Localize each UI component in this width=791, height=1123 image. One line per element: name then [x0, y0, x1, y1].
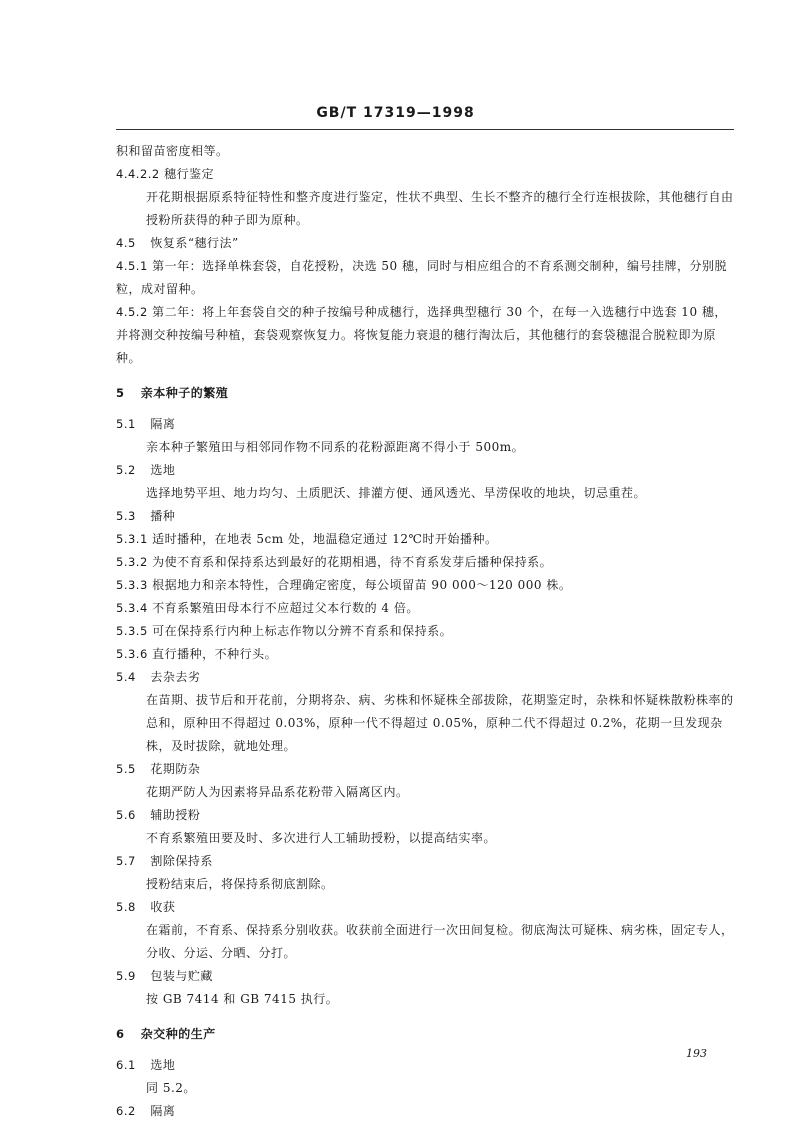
clause-text: 按 GB 7414 和 GB 7415 执行。	[146, 992, 339, 1006]
clause-heading	[116, 459, 736, 482]
clause-text: 恢复系“穗行法”	[150, 236, 239, 250]
clause-text: 去杂去劣	[150, 670, 201, 684]
clause-number: 6.1	[116, 1058, 136, 1072]
clause-number: 5.3.2	[116, 555, 148, 569]
clause-text: 辅助授粉	[150, 808, 201, 822]
clause-text: 播种	[150, 509, 176, 523]
clause-heading	[116, 666, 736, 689]
clause-heading	[116, 1054, 736, 1077]
clause-heading	[116, 232, 736, 255]
clause-number: 6.2	[116, 1104, 136, 1118]
clause-number: 5.8	[116, 900, 136, 914]
clause-text: 收获	[150, 900, 176, 914]
clause-number: 5.3.1	[116, 532, 148, 546]
clause-heading	[116, 1100, 736, 1123]
clause-number: 5.3.4	[116, 601, 148, 615]
numbered-clause	[116, 620, 736, 643]
clause-text: 亲本种子繁殖田与相邻同作物不同系的花粉源距离不得小于 500m。	[146, 440, 525, 454]
clause-number: 5.4	[116, 670, 136, 684]
header-rule	[116, 129, 734, 130]
clause-number: 5.6	[116, 808, 136, 822]
clause-number: 4.5.1	[116, 259, 148, 273]
clause-text: 适时播种，在地表 5cm 处，地温稳定通过 12℃时开始播种。	[152, 532, 498, 546]
clause-text: 开花期根据原系特征特性和整齐度进行鉴定，性状不典型、生长不整齐的穗行全行连根拔除，其他穗行自由授粉所获得的种子即为原种。	[146, 190, 734, 227]
clause-number: 5.3	[116, 509, 136, 523]
clause-heading	[116, 163, 736, 186]
numbered-clause	[116, 643, 736, 666]
clause-text: 隔离	[150, 1104, 176, 1118]
clause-paragraph	[116, 186, 736, 232]
clause-paragraph	[116, 919, 736, 965]
clause-paragraph	[116, 140, 736, 163]
section-heading	[116, 1023, 736, 1046]
clause-text: 可在保持系行内种上标志作物以分辨不育系和保持系。	[152, 624, 453, 638]
clause-text: 花期严防人为因素将异品系花粉带入隔离区内。	[146, 785, 409, 799]
clause-text: 根据地力和亲本特性，合理确定密度，每公顷留苗 90 000～120 000 株。	[152, 578, 572, 592]
clause-number: 4.5	[116, 236, 136, 250]
clause-heading	[116, 896, 736, 919]
section-heading	[116, 382, 736, 405]
clause-text: 包装与贮藏	[150, 969, 213, 983]
clause-number: 5.3.6	[116, 647, 148, 661]
clause-text: 在苗期、拔节后和开花前，分期将杂、病、劣株和怀疑株全部拔除，花期鉴定时，杂株和怀疑株散粉株率的总和，原种田不得超过 0.03%，原种一代不得超过 0.05%，原种二代不得超过 0.2%，花期一旦发现杂株，及时拔除，就地处理。	[146, 693, 734, 753]
clause-number: 5.1	[116, 417, 136, 431]
clause-text: 直行播种，不种行头。	[152, 647, 278, 661]
clause-text: 割除保持系	[150, 854, 213, 868]
numbered-clause	[116, 301, 736, 370]
clause-text: 在霜前，不育系、保持系分别收获。收获前全面进行一次田间复检。彻底淘汰可疑株、病劣株，固定专人，分收、分运、分晒、分打。	[146, 923, 734, 960]
clause-number: 5.5	[116, 762, 136, 776]
clause-text: 第二年：将上年套袋自交的种子按编号种成穗行，选择典型穗行 30 个，在每一入选穗行中选套 10 穗，并将测交种按编号种植，套袋观察恢复力。将恢复能力衰退的穗行淘汰后，其他穗行的套袋穗混合脱粒即为原种。	[116, 305, 727, 365]
standard-code-header: GB/T 17319—1998	[316, 105, 475, 121]
clause-paragraph	[116, 1077, 736, 1100]
clause-heading	[116, 965, 736, 988]
clause-number: 6	[116, 1027, 125, 1041]
clause-text: 花期防杂	[150, 762, 201, 776]
clause-number: 4.5.2	[116, 305, 148, 319]
clause-paragraph	[116, 827, 736, 850]
clause-text: 亲本种子的繁殖	[140, 386, 229, 400]
clause-number: 5.9	[116, 969, 136, 983]
numbered-clause	[116, 551, 736, 574]
clause-text: 第一年：选择单株套袋，自花授粉，决选 50 穗，同时与相应组合的不育系测交制种，编号挂牌，分别脱粒，成对留种。	[116, 259, 727, 296]
clause-paragraph	[116, 988, 736, 1011]
clause-heading	[116, 850, 736, 873]
clause-text: 不育系繁殖田母本行不应超过父本行数的 4 倍。	[152, 601, 419, 615]
clause-heading	[116, 804, 736, 827]
document-body	[116, 140, 736, 1123]
numbered-clause	[116, 574, 736, 597]
clause-heading	[116, 505, 736, 528]
clause-text: 杂交种的生产	[140, 1027, 216, 1041]
clause-paragraph	[116, 482, 736, 505]
clause-number: 4.4.2.2	[116, 167, 160, 181]
clause-text: 授粉结束后，将保持系彻底割除。	[146, 877, 334, 891]
clause-text: 穗行鉴定	[164, 167, 215, 181]
clause-number: 5.3.3	[116, 578, 148, 592]
clause-text: 选择地势平坦、地力均匀、土质肥沃、排灌方便、通风透光、旱涝保收的地块，切忌重茬。	[146, 486, 647, 500]
clause-heading	[116, 758, 736, 781]
clause-text: 同 5.2。	[146, 1081, 196, 1095]
clause-text: 选地	[150, 463, 176, 477]
clause-paragraph	[116, 873, 736, 896]
clause-heading	[116, 413, 736, 436]
clause-text: 积和留苗密度相等。	[116, 144, 229, 158]
numbered-clause	[116, 255, 736, 301]
clause-number: 5	[116, 386, 125, 400]
clause-number: 5.2	[116, 463, 136, 477]
clause-text: 为使不育系和保持系达到最好的花期相遇，待不育系发芽后播种保持系。	[152, 555, 553, 569]
clause-paragraph	[116, 689, 736, 758]
numbered-clause	[116, 528, 736, 551]
clause-number: 5.7	[116, 854, 136, 868]
clause-paragraph	[116, 781, 736, 804]
clause-text: 不育系繁殖田要及时、多次进行人工辅助授粉，以提高结实率。	[146, 831, 497, 845]
clause-number: 5.3.5	[116, 624, 148, 638]
page-number: 193	[686, 1047, 707, 1060]
clause-text: 选地	[150, 1058, 176, 1072]
clause-paragraph	[116, 436, 736, 459]
numbered-clause	[116, 597, 736, 620]
clause-text: 隔离	[150, 417, 176, 431]
